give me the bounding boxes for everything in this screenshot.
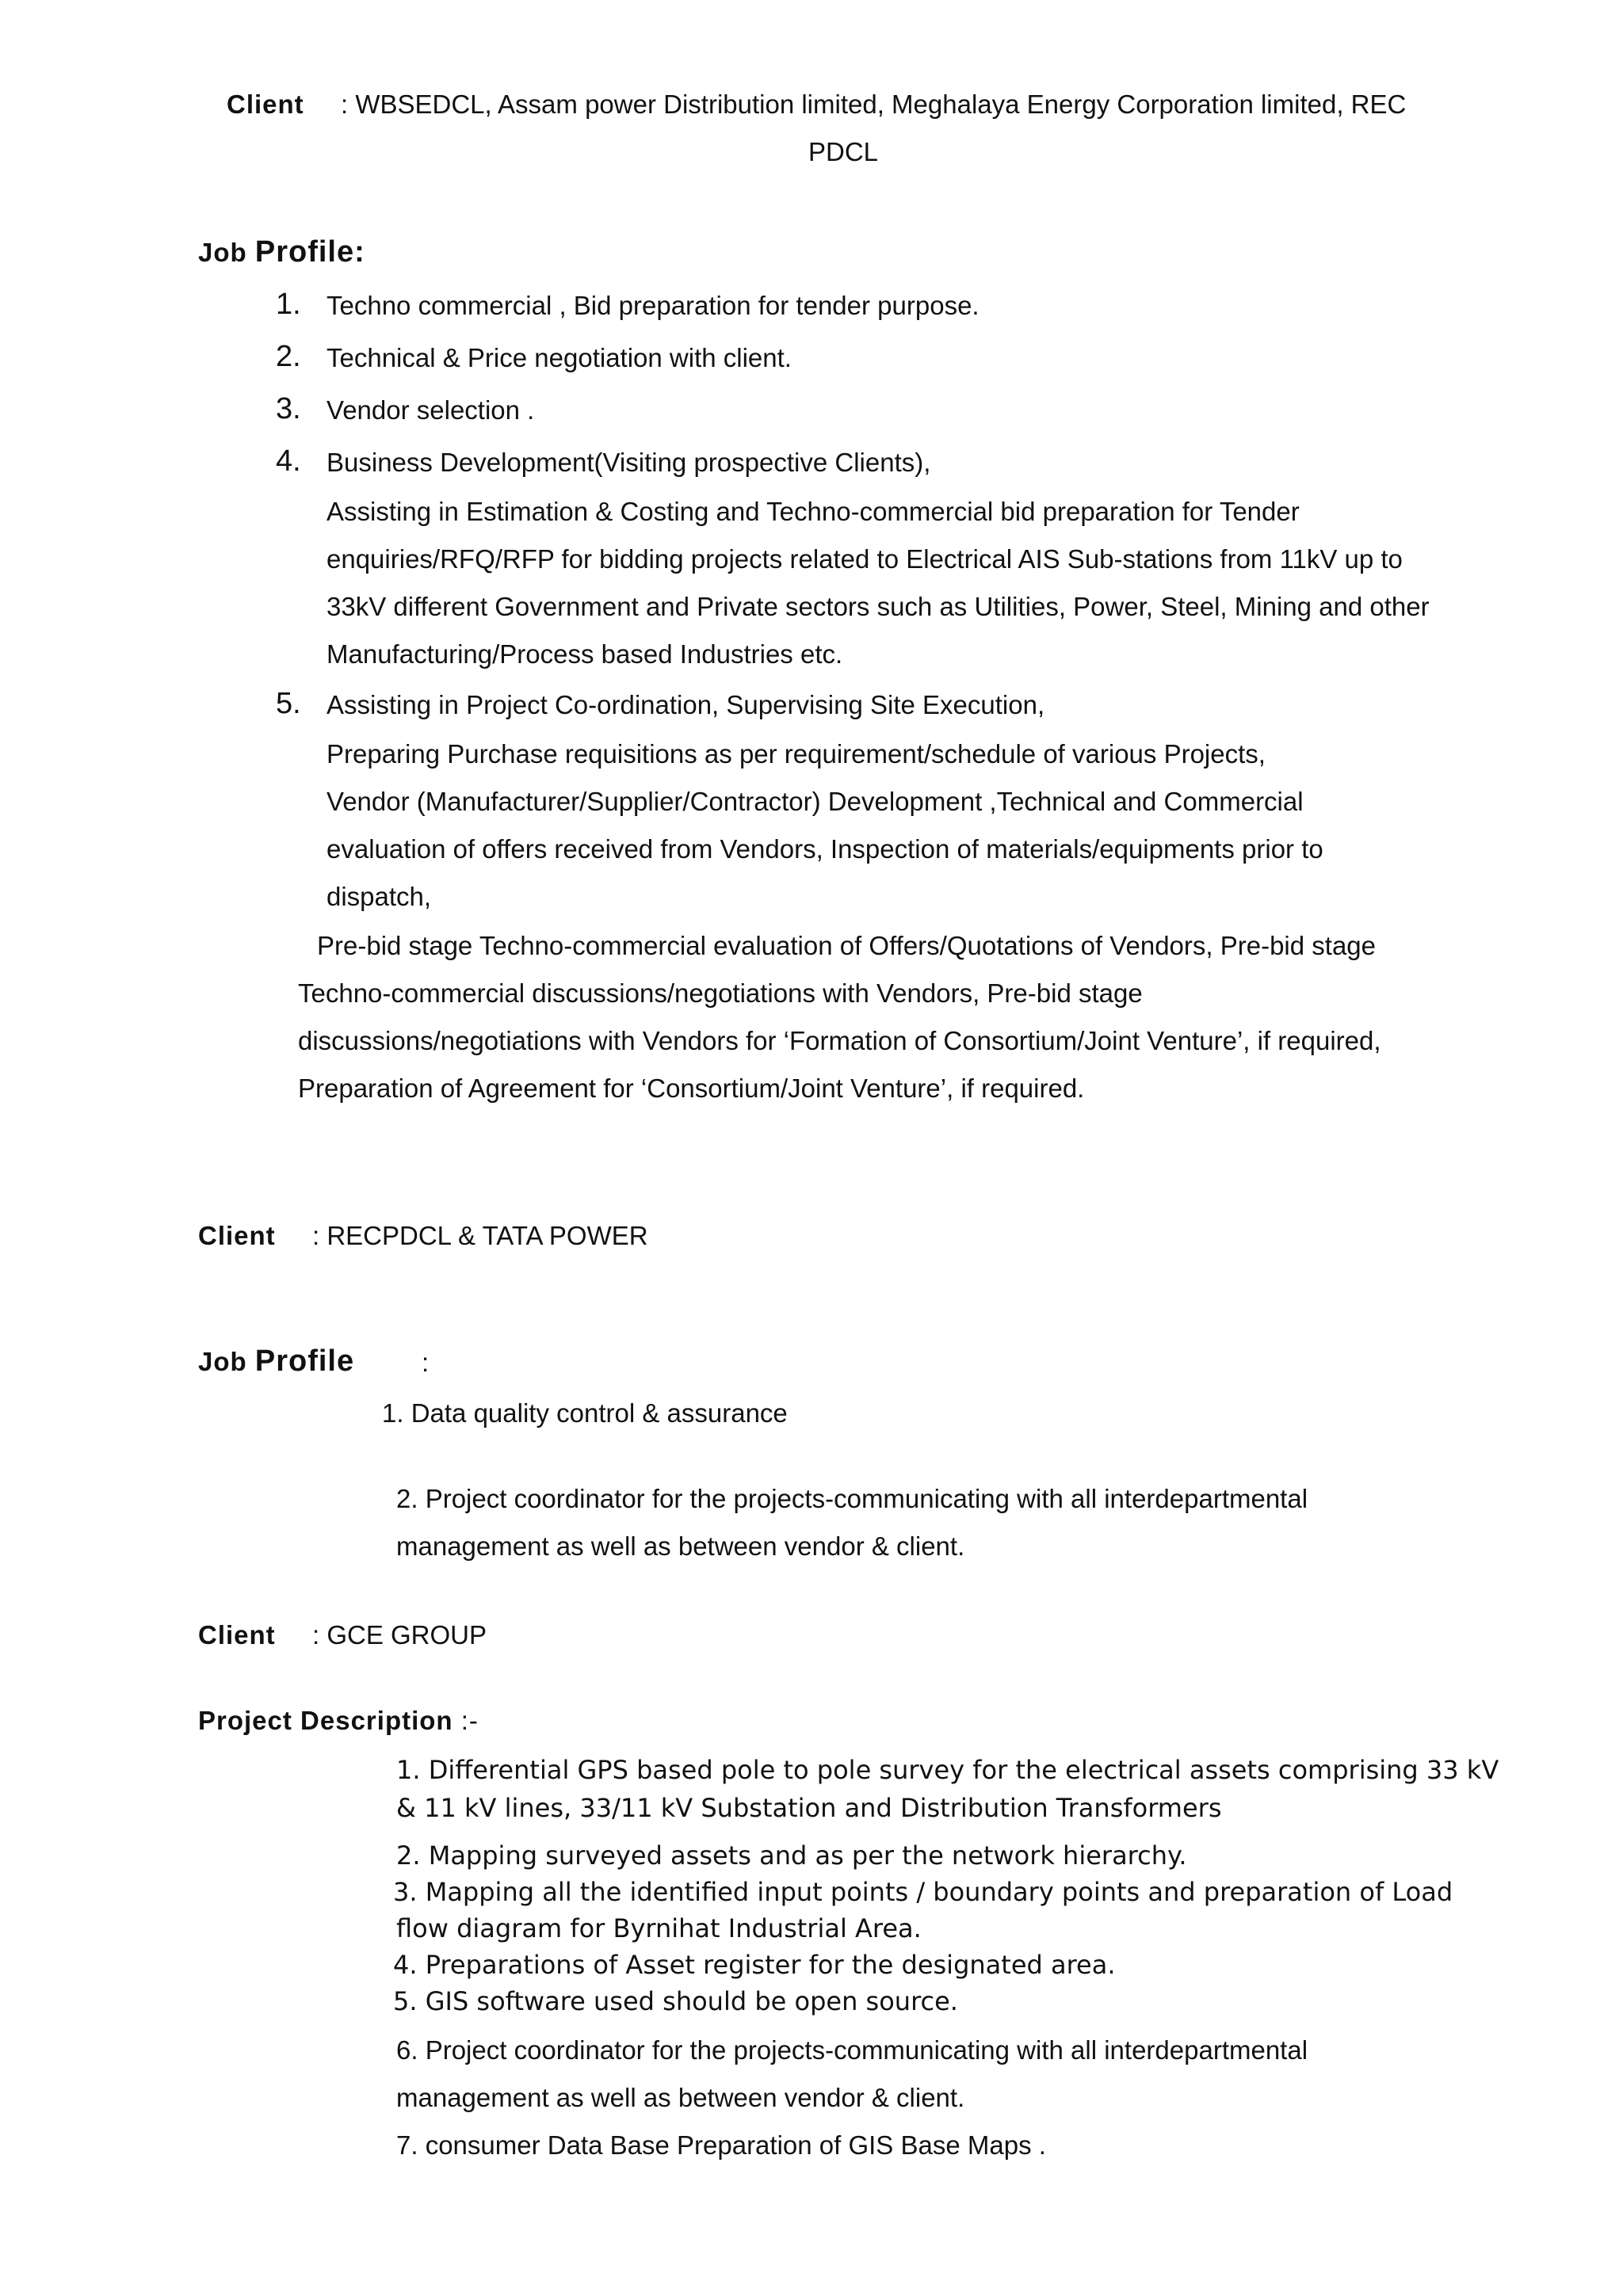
list-number: 1. <box>276 288 301 321</box>
list-number: 3. <box>276 392 301 425</box>
list-item-line: flow diagram for Byrnihat Industrial Area. <box>396 1913 922 1943</box>
list-item: 2. Mapping surveyed assets and as per the network hierarchy. <box>396 1840 1187 1871</box>
list-item: Business Development(Visiting prospective Clients), <box>327 448 931 477</box>
list-item-line: Manufacturing/Process based Industries etc. <box>327 639 843 669</box>
client-value: : WBSEDCL, Assam power Distribution limited, Meghalaya Energy Corporation limited, REC <box>341 90 1407 119</box>
list-item-line: dispatch, <box>327 882 432 911</box>
job-profile-heading: Job Profile: <box>198 235 365 269</box>
list-item: Techno commercial , Bid preparation for tender purpose. <box>327 291 980 320</box>
paragraph-line: Techno-commercial discussions/negotiations with Vendors, Pre-bid stage <box>298 978 1143 1008</box>
project-description-heading: Project Description :- <box>198 1706 479 1735</box>
client-label: Client <box>198 1620 276 1650</box>
client-value: : GCE GROUP <box>312 1620 487 1650</box>
list-number: 5. <box>276 687 301 720</box>
client-value: : RECPDCL & TATA POWER <box>312 1221 648 1250</box>
list-item: 6. Project coordinator for the projects-communicating with all interdepartmental <box>396 2035 1308 2065</box>
list-item-line: evaluation of offers received from Vendors, Inspection of materials/equipments prior to <box>327 834 1323 864</box>
paragraph-line: Preparation of Agreement for ‘Consortium/Joint Venture’, if required. <box>298 1074 1085 1103</box>
list-item-line: management as well as between vendor & client. <box>396 2083 965 2112</box>
list-item-line: Assisting in Estimation & Costing and Techno-commercial bid preparation for Tender <box>327 497 1300 526</box>
list-item: Assisting in Project Co-ordination, Supervising Site Execution, <box>327 690 1045 719</box>
list-item: 4. Preparations of Asset register for the designated area. <box>393 1950 1116 1980</box>
list-number: 4. <box>276 444 301 478</box>
list-item: Vendor selection . <box>327 395 535 425</box>
list-item-line: Preparing Purchase requisitions as per requirement/schedule of various Projects, <box>327 739 1266 769</box>
list-number: 2. <box>276 340 301 373</box>
list-item: 7. consumer Data Base Preparation of GIS Base Maps . <box>396 2130 1046 2160</box>
job-profile-heading: Job Profile <box>198 1344 355 1378</box>
list-item-line: enquiries/RFQ/RFP for bidding projects related to Electrical AIS Sub-stations from 11kV up to <box>327 544 1403 574</box>
paragraph-line: discussions/negotiations with Vendors for ‘Formation of Consortium/Joint Venture’, if required, <box>298 1026 1381 1055</box>
client-label: Client <box>198 1221 276 1250</box>
list-item-line: management as well as between vendor & client. <box>396 1531 965 1561</box>
client-value-continued: PDCL <box>808 137 879 166</box>
list-item: 1. Differential GPS based pole to pole survey for the electrical assets comprising 33 kV <box>396 1755 1499 1785</box>
list-item: 2. Project coordinator for the projects-communicating with all interdepartmental <box>396 1484 1308 1513</box>
list-item: Technical & Price negotiation with client. <box>327 343 792 372</box>
list-item: 3. Mapping all the identified input points / boundary points and preparation of Load <box>393 1877 1453 1907</box>
list-item: 1. Data quality control & assurance <box>382 1398 788 1428</box>
list-item: 5. GIS software used should be open source. <box>393 1986 958 2016</box>
list-item-line: 33kV different Government and Private sectors such as Utilities, Power, Steel, Mining and other <box>327 592 1430 621</box>
paragraph-line: Pre-bid stage Techno-commercial evaluation of Offers/Quotations of Vendors, Pre-bid stage <box>317 931 1377 960</box>
list-item-line: Vendor (Manufacturer/Supplier/Contractor) Development ,Technical and Commercial <box>327 787 1304 816</box>
job-profile-colon: : <box>422 1348 430 1377</box>
client-label: Client <box>227 90 304 119</box>
list-item-line: & 11 kV lines, 33/11 kV Substation and Distribution Transformers <box>396 1793 1222 1823</box>
